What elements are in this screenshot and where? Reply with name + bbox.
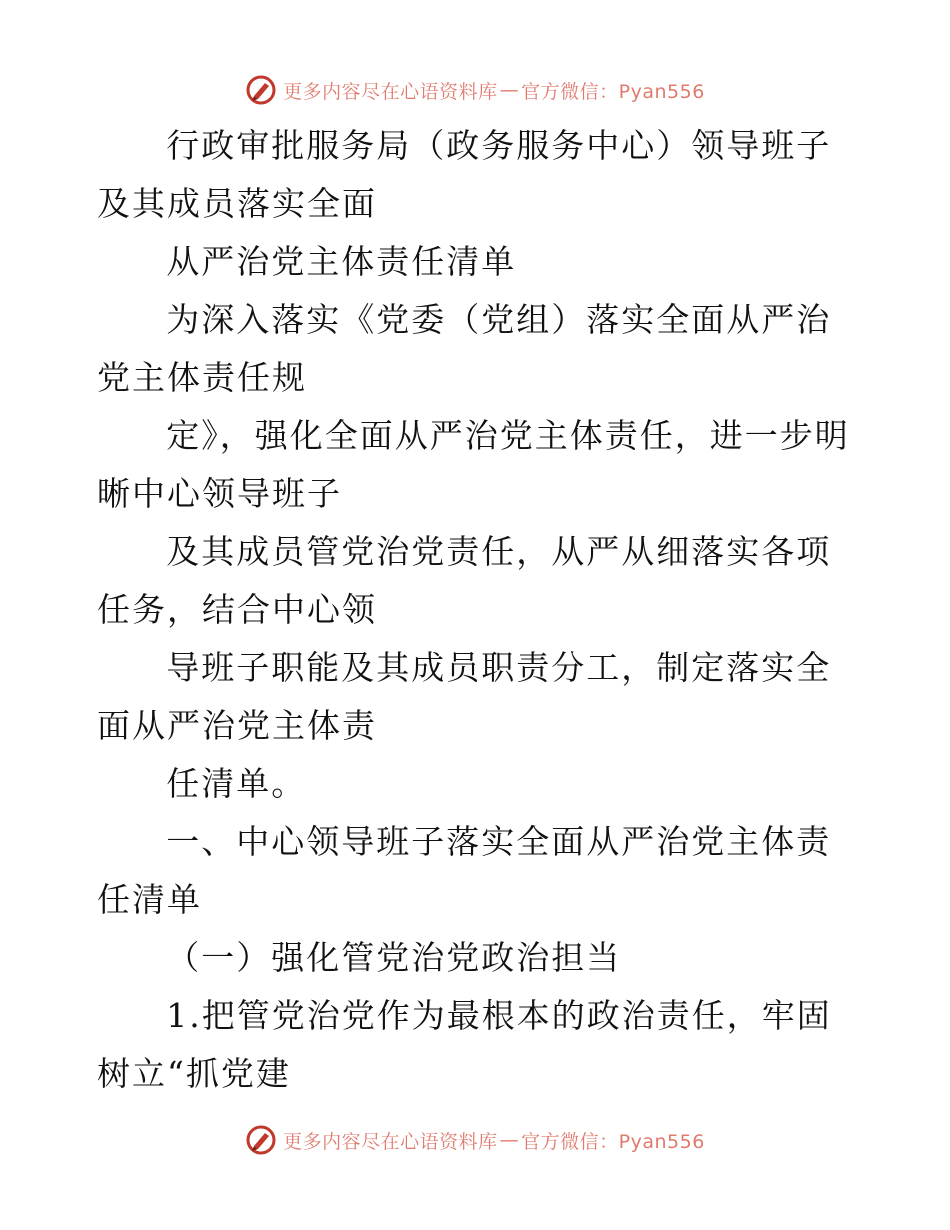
paragraph: 定》，强化全面从严治党主体责任，进一步明晰中心领导班子 — [97, 416, 850, 513]
paragraph: 导班子职能及其成员职责分工，制定落实全面从严治党主体责 — [97, 648, 832, 745]
document-body — [97, 117, 857, 1103]
paragraph: 从严治党主体责任清单 — [166, 242, 517, 281]
paragraph: 行政审批服务局（政务服务中心）领导班子及其成员落实全面 — [97, 126, 832, 223]
footer-watermark — [0, 1120, 950, 1160]
watermark-wechat: 官方微信：Pyan556 — [521, 80, 705, 103]
paragraph: 1.把管党治党作为最根本的政治责任，牢固树立“抓党建 — [97, 996, 832, 1093]
pen-logo-icon — [245, 74, 277, 106]
paragraph: 一、中心领导班子落实全面从严治党主体责任清单 — [97, 822, 832, 919]
header-watermark — [0, 70, 950, 110]
watermark-text: 更多内容尽在心语资料库 — [283, 80, 498, 103]
watermark-text: 更多内容尽在心语资料库 — [283, 1130, 498, 1153]
paragraph: 任清单。 — [166, 764, 307, 803]
paragraph: （一）强化管党治党政治担当 — [166, 938, 622, 977]
paragraph: 及其成员管党治党责任，从严从细落实各项任务，结合中心领 — [97, 532, 832, 629]
paragraph: 为深入落实《党委（党组）落实全面从严治党主体责任规 — [97, 300, 832, 397]
pen-logo-icon — [245, 1124, 277, 1156]
watermark-dash: — — [499, 79, 520, 101]
watermark-dash: — — [499, 1129, 520, 1151]
watermark-wechat: 官方微信：Pyan556 — [521, 1130, 705, 1153]
